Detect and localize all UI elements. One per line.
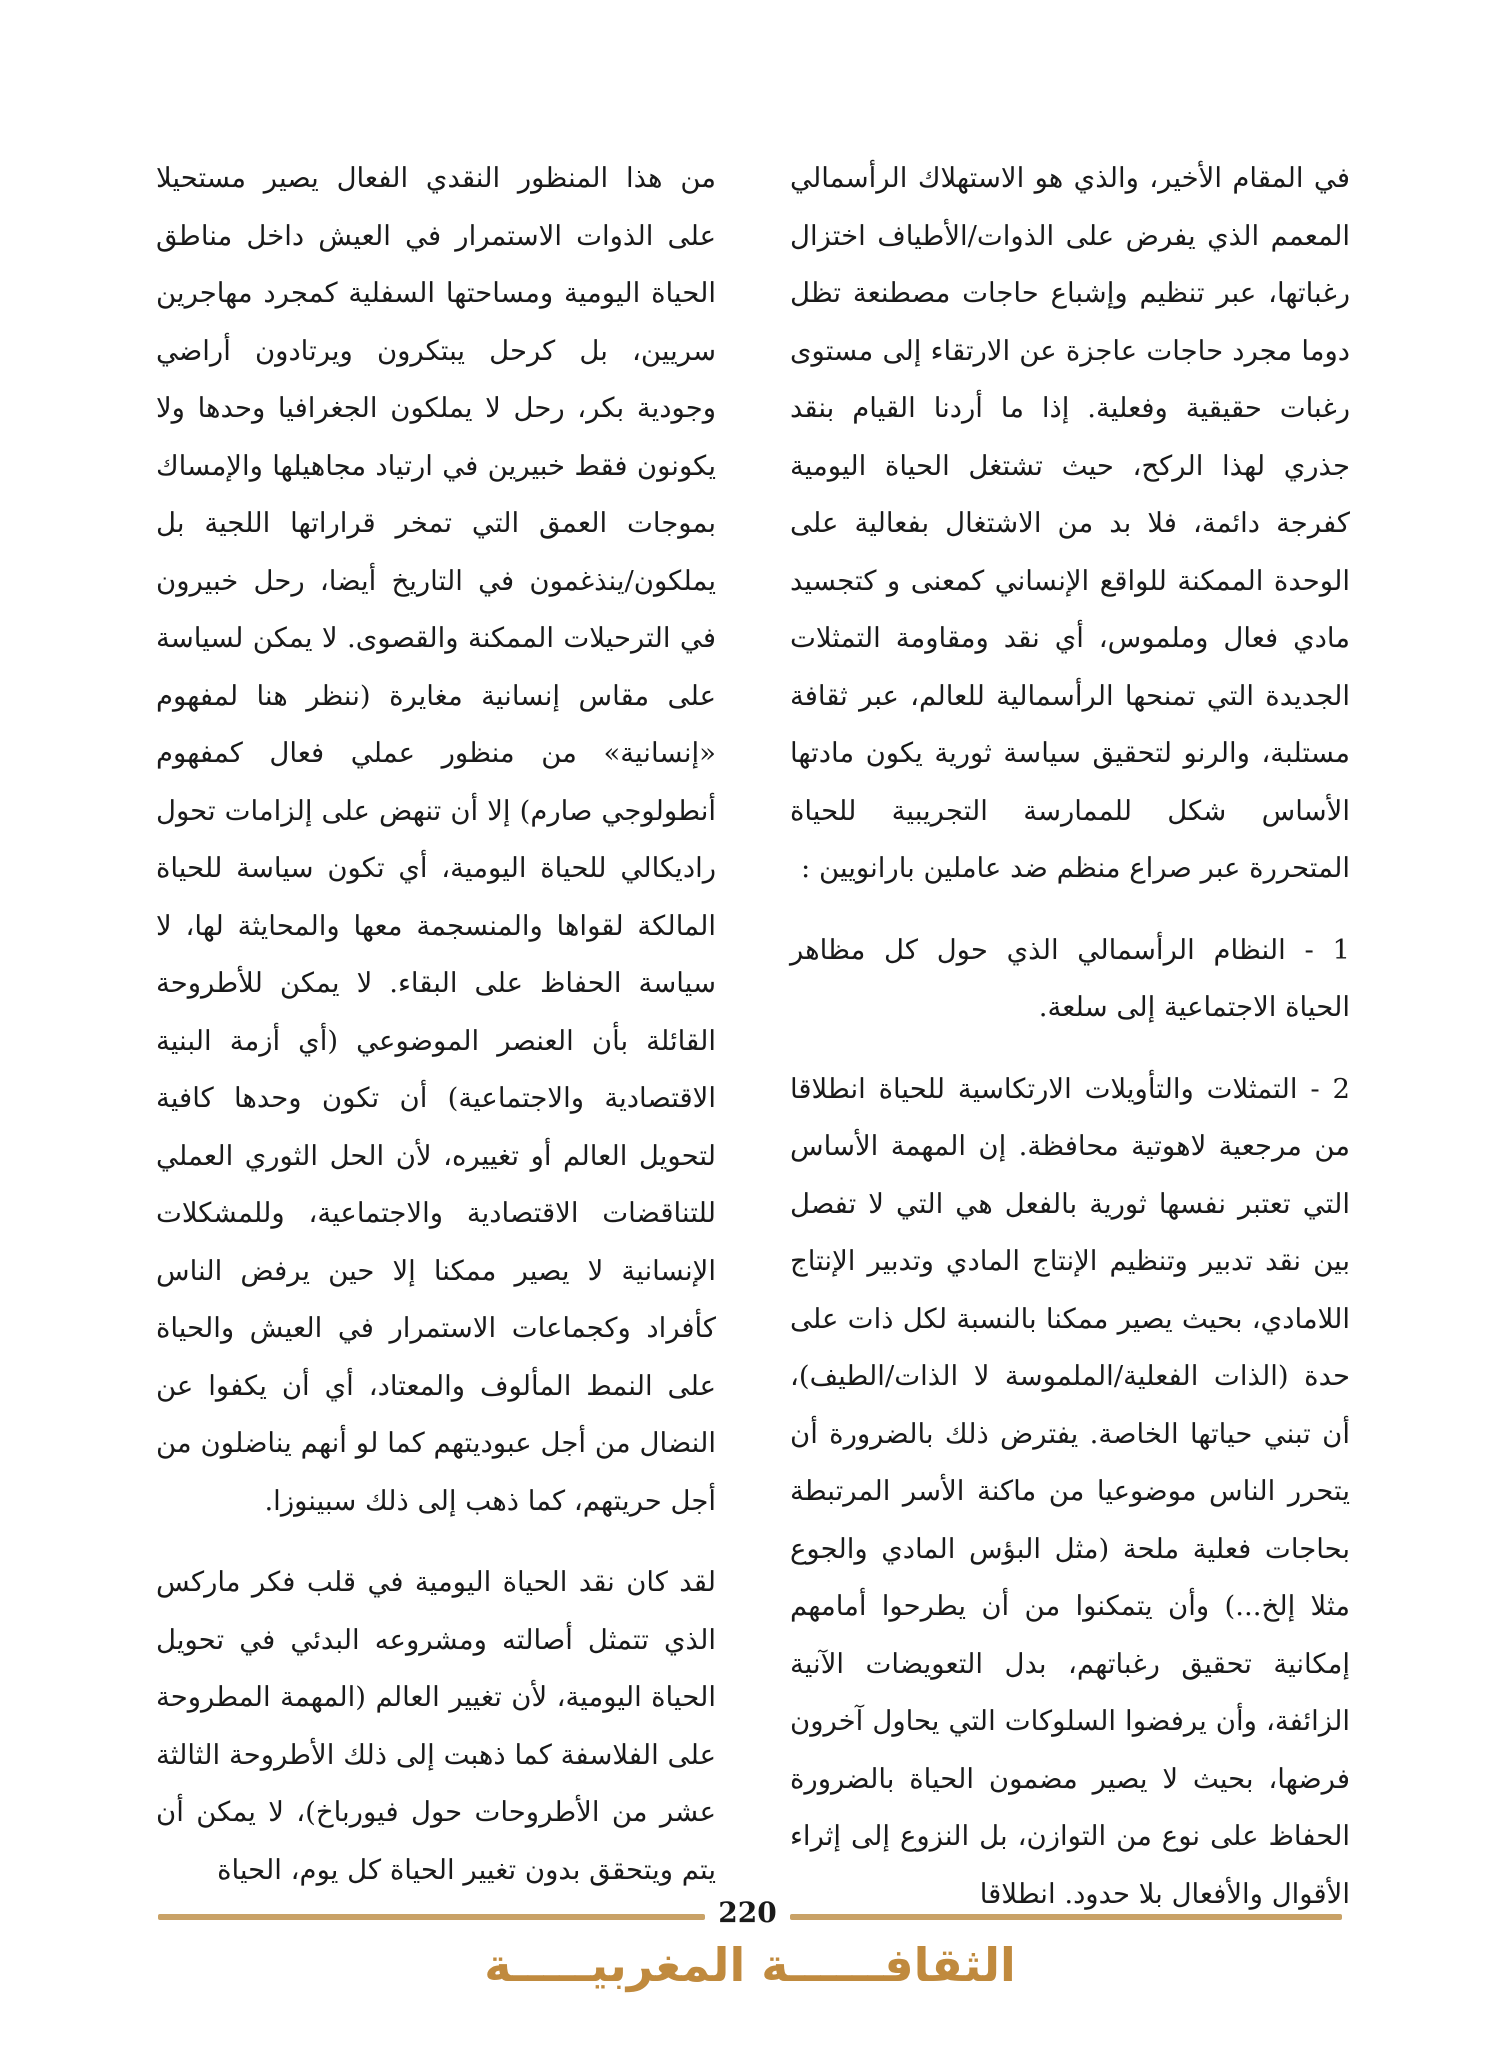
paragraph: 2 - التمثلات والتأويلات الارتكاسية للحياة انطلاقا من مرجعية لاهوتية محافظة. إن المهمة الأساس التي تعتبر نفسها ثورية بالفعل هي التي لا تفصل بين نقد تدبير وتنظيم الإنتاج المادي وتدبير الإنتاج اللامادي، بحيث يصير ممكنا بالنسبة لكل ذات على حدة (الذات الفعلية/الملموسة لا الذات/الطيف)، أن تبني حياتها الخاصة. يفترض ذلك بالضرورة أن يتحرر الناس موضوعيا من ماكنة الأسر المرتبطة بحاجات فعلية ملحة (مثل البؤس المادي والجوع مثلا إلخ...) وأن يتمكنوا من أن يطرحوا أمامهم إمكانية تحقيق رغباتهم، بدل التعويضات الآنية الزائفة، وأن يرفضوا السلوكات التي يحاول آخرون فرضها، بحيث لا يصير مضمون الحياة بالضرورة الحفاظ على نوع من التوازن، بل النزوع إلى إثراء الأقوال والأفعال بلا حدود. انطلاقا [790, 1072, 1350, 1910]
left-text-column [156, 150, 716, 1923]
paragraph: في المقام الأخير، والذي هو الاستهلاك الرأسمالي المعمم الذي يفرض على الذوات/الأطياف اختزال رغباتها، عبر تنظيم وإشباع حاجات مصطنعة تظل دوما مجرد حاجات عاجزة عن الارتقاء إلى مستوى رغبات حقيقية وفعلية. إذا ما أردنا القيام بنقد جذري لهذا الركح، حيث تشتغل الحياة اليومية كفرجة دائمة، فلا بد من الاشتغال بفعالية على الوحدة الممكنة للواقع الإنساني كمعنى و كتجسيد مادي فعال وملموس، أي نقد ومقاومة التمثلات الجديدة التي تمنحها الرأسمالية للعالم، عبر ثقافة مستلبة، والرنو لتحقيق سياسة ثورية يكون مادتها الأساس شكل للممارسة التجريبية للحياة المتحررة عبر صراع منظم ضد عاملين بارانويين : [790, 162, 1350, 884]
paragraph: 1 - النظام الرأسمالي الذي حول كل مظاهر الحياة الاجتماعية إلى سلعة. [790, 933, 1350, 1023]
footer-rule-right [790, 1914, 1342, 1920]
paragraph: لقد كان نقد الحياة اليومية في قلب فكر ماركس الذي تتمثل أصالته ومشروعه البدئي في تحويل الحياة اليومية، لأن تغيير العالم (المهمة المطروحة على الفلاسفة كما ذهبت إلى ذلك الأطروحة الثالثة عشر من الأطروحات حول فيورباخ)، لا يمكن أن يتم ويتحقق بدون تغيير الحياة كل يوم، الحياة [156, 1566, 716, 1886]
paragraph: من هذا المنظور النقدي الفعال يصير مستحيلا على الذوات الاستمرار في العيش داخل مناطق الحياة اليومية ومساحتها السفلية كمجرد مهاجرين سريين، بل كرحل يبتكرون ويرتادون أراضي وجودية بكر، رحل لا يملكون الجغرافيا وحدها ولا يكونون فقط خبيرين في ارتياد مجاهيلها والإمساك بموجات العمق التي تمخر قراراتها اللجية بل يملكون/ينذغمون في التاريخ أيضا، رحل خبيرون في الترحيلات الممكنة والقصوى. لا يمكن لسياسة على مقاس إنسانية مغايرة (ننظر هنا لمفهوم «إنسانية» من منظور عملي فعال كمفهوم أنطولوجي صارم) إلا أن تنهض على إلزامات تحول راديكالي للحياة اليومية، أي تكون سياسة للحياة المالكة لقواها والمنسجمة معها والمحايثة لها، لا سياسة الحفاظ على البقاء. لا يمكن للأطروحة القائلة بأن العنصر الموضوعي (أي أزمة البنية الاقتصادية والاجتماعية) أن تكون وحدها كافية لتحويل العالم أو تغييره، لأن الحل الثوري العملي للتناقضات الاقتصادية والاجتماعية، وللمشكلات الإنسانية لا يصير ممكنا إلا حين يرفض الناس كأفراد وكجماعات الاستمرار في العيش والحياة على النمط المألوف والمعتاد، أي أن يكفوا عن النضال من أجل عبوديتهم كما لو أنهم يناضلون من أجل حريتهم، كما ذهب إلى ذلك سبينوزا. [156, 162, 716, 1517]
page-number: 220 [718, 1896, 777, 1929]
magazine-masthead: الثقافــــــة المغربيـــــة [484, 1938, 1016, 1992]
footer-rule-left [158, 1914, 705, 1920]
right-text-column [790, 150, 1350, 1947]
